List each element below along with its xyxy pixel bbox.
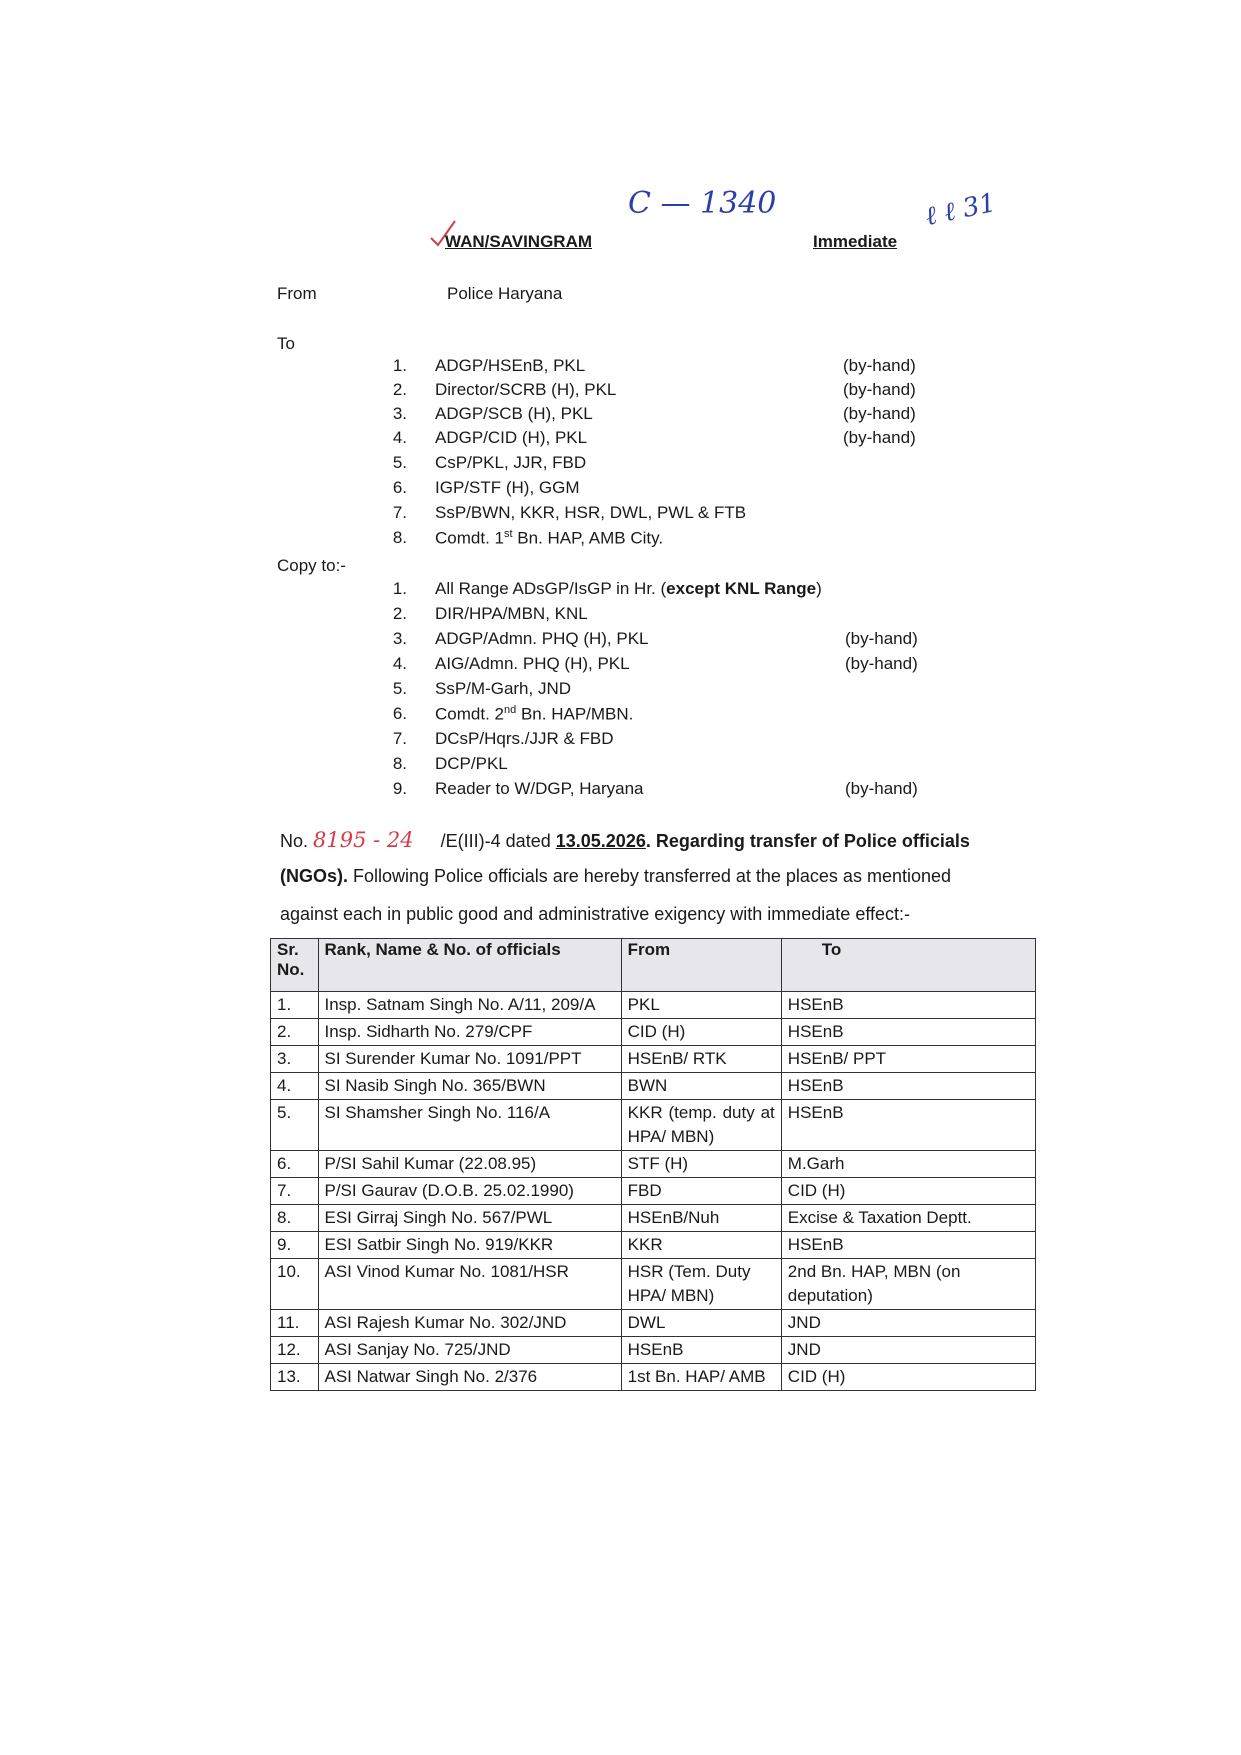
table-row: 1. Insp. Satnam Singh No. A/11, 209/A PKL HSEnB: [271, 992, 1036, 1019]
to-label: To: [277, 334, 295, 353]
table-row: 8. ESI Girraj Singh No. 567/PWL HSEnB/Nuh Excise & Taxation Deptt.: [271, 1205, 1036, 1232]
message-type: WAN/SAVINGRAM: [445, 232, 593, 251]
table-header-row: [271, 939, 1036, 992]
from-label: From: [277, 284, 317, 303]
transfer-table: [270, 938, 1036, 1391]
header-to: To: [781, 939, 1035, 992]
order-date: 13.05.2026: [555, 831, 646, 851]
from-value: Police Haryana: [447, 284, 563, 303]
table-row: 6. P/SI Sahil Kumar (22.08.95) STF (H) M.Garh: [271, 1151, 1036, 1178]
table-row: 13. ASI Natwar Singh No. 2/376 1st Bn. HAP/ AMB CID (H): [271, 1364, 1036, 1391]
table-row: 11. ASI Rajesh Kumar No. 302/JND DWL JND: [271, 1310, 1036, 1337]
table-row: 4. SI Nasib Singh No. 365/BWN BWN HSEnB: [271, 1073, 1036, 1100]
handwritten-initials: ℓ ℓ 31: [922, 187, 999, 233]
table-row: 10. ASI Vinod Kumar No. 1081/HSR HSR (Tem. Duty HPA/ MBN) 2nd Bn. HAP, MBN (on deputation): [271, 1259, 1036, 1310]
priority-label: Immediate: [813, 232, 898, 251]
table-row: 2. Insp. Sidharth No. 279/CPF CID (H) HSEnB: [271, 1019, 1036, 1046]
handwritten-reference: C — 1340: [628, 186, 777, 221]
header-officials: Rank, Name & No. of officials: [318, 939, 621, 992]
table-row: 5. SI Shamsher Singh No. 116/A KKR (temp. duty at HPA/ MBN) HSEnB: [271, 1100, 1036, 1151]
header-sr-no: Sr. No.: [271, 939, 319, 992]
header-from: From: [621, 939, 781, 992]
table-row: 3. SI Surender Kumar No. 1091/PPT HSEnB/ RTK HSEnB/ PPT: [271, 1046, 1036, 1073]
order-line-3: against each in public good and administrative exigency with immediate effect:-: [280, 904, 911, 924]
order-line-1: No. 8195 - 24 /E(III)-4 dated 13.05.2026. Regarding transfer of Police officials: [280, 828, 970, 852]
table-row: 7. P/SI Gaurav (D.O.B. 25.02.1990) FBD CID (H): [271, 1178, 1036, 1205]
copy-to-label: Copy to:-: [277, 556, 346, 575]
handwritten-order-number: 8195 - 24: [313, 828, 414, 852]
table-row: 12. ASI Sanjay No. 725/JND HSEnB JND: [271, 1337, 1036, 1364]
order-line-2: (NGOs). Following Police officials are hereby transferred at the places as mentioned: [280, 866, 952, 886]
table-row: 9. ESI Satbir Singh No. 919/KKR KKR HSEnB: [271, 1232, 1036, 1259]
